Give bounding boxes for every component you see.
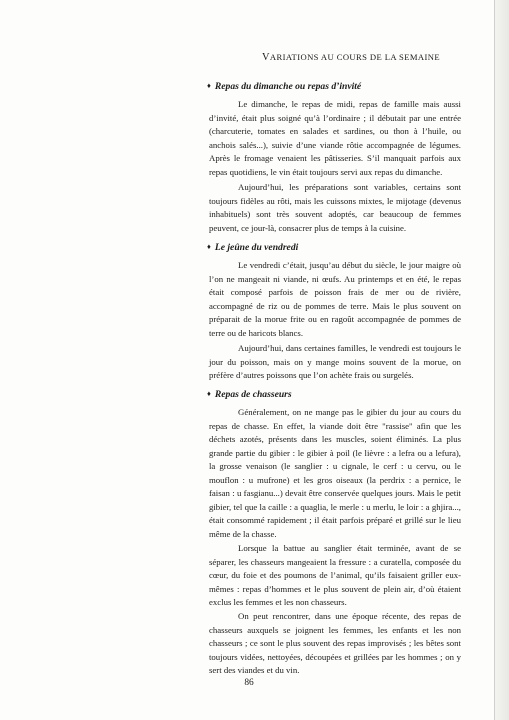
- section-heading-text: Repas du dimanche ou repas d’invité: [214, 81, 362, 92]
- running-head-initial: V: [262, 52, 270, 63]
- running-head: [262, 52, 462, 63]
- paragraph-chasseurs-3: On peut rencontrer, dans une époque récente, des repas de chasseurs auxquels se joignent les femmes, les enfants et les non chasseurs ; ce sont le plus souvent des repas improvisés ; les bêtes sont toujours vidées, nettoyées, découpées et grillées par les hommes ; on y sert des viandes et du vin.: [209, 611, 461, 676]
- paragraph-vendredi-1: Le vendredi c’était, jusqu’au début du siècle, le jour maigre où l’on ne mangeait ni viande, ni œufs. Au printemps et en été, le repas était composé parfois de poisson frais de mer ou de rivière, accompagné de riz ou de pommes de terre. Mais le plus souvent on préparait de la morue frite ou en ragoût accompagnée de pommes de terre ou de haricots blancs.: [209, 260, 461, 338]
- page-edge-shadow: [495, 0, 509, 720]
- section-heading-chasseurs: [207, 389, 292, 400]
- paragraph-dimanche-1: Le dimanche, le repas de midi, repas de famille mais aussi d’invité, était plus soigné qu’à l’ordinaire ; il débutait par une entrée (charcuterie, tomates en salades et sardines, ou thon à l’huile, ou anchois salés...), suivie d’une viande rôtie accompagnée de légumes. Après le fromage venaient les pâtisseries. S’il manquait parfois aux repas quotidiens, le vin était toujours servi aux repas du dimanche.: [209, 99, 461, 177]
- section-heading-vendredi: [207, 242, 298, 253]
- section-heading-dimanche: [207, 81, 361, 92]
- paragraph-chasseurs-1: Généralement, on ne mange pas le gibier du jour au cours du repas de chasse. En effet, la viande doit être "rassise" afin que les déchets azotés, présents dans les muscles, soient éliminés. La plus grande partie du gibier : le gibier à poil (le lièvre : a lefra ou a lefura), la grosse venaison (le sanglier : u cignale, le cerf : u cervu, ou le mouflon : u mufrone) et les gros oiseaux (la perdrix : a pernice, le faisan : u fasgianu...) devait être conservée quelques jours. Mais le petit gibier, tel que la caille : a quaglia, le merle : u merlu, le loir : a ghjira..., était consommé rapidement ; il était parfois préparé et grillé sur le lieu même de la chasse.: [209, 407, 461, 539]
- diamond-bullet-icon: ♦: [207, 242, 211, 251]
- paragraph-chasseurs-2: Lorsque la battue au sanglier était terminée, avant de se séparer, les chasseurs mangeaient la fressure : a curatella, composée du cœur, du foie et des poumons de l’animal, qu’ils faisaient griller eux-mêmes : repas d’hommes et le plus souvent de plein air, d’où étaient exclus les femmes et les non chasseurs.: [209, 543, 461, 608]
- diamond-bullet-icon: ♦: [207, 81, 211, 90]
- section-heading-text: Repas de chasseurs: [214, 389, 292, 400]
- diamond-bullet-icon: ♦: [207, 389, 211, 398]
- paragraph-vendredi-2: Aujourd’hui, dans certaines familles, le vendredi est toujours le jour du poisson, mais on y mange moins souvent de la morue, on préfère d’autres poissons que l’on achète frais ou surgelés.: [209, 343, 461, 381]
- paragraph-dimanche-2: Aujourd’hui, les préparations sont variables, certains sont toujours fidèles au rôti, mais les cuissons mixtes, le mijotage (devenus inhabituels) sont très souvent adoptés, car beaucoup de femmes peuvent, ce jour-là, consacrer plus de temps à la cuisine.: [209, 182, 461, 233]
- page-number: 86: [244, 678, 254, 688]
- running-head-text: ARIATIONS AU COURS DE LA SEMAINE: [269, 52, 441, 62]
- section-heading-text: Le jeûne du vendredi: [214, 242, 299, 253]
